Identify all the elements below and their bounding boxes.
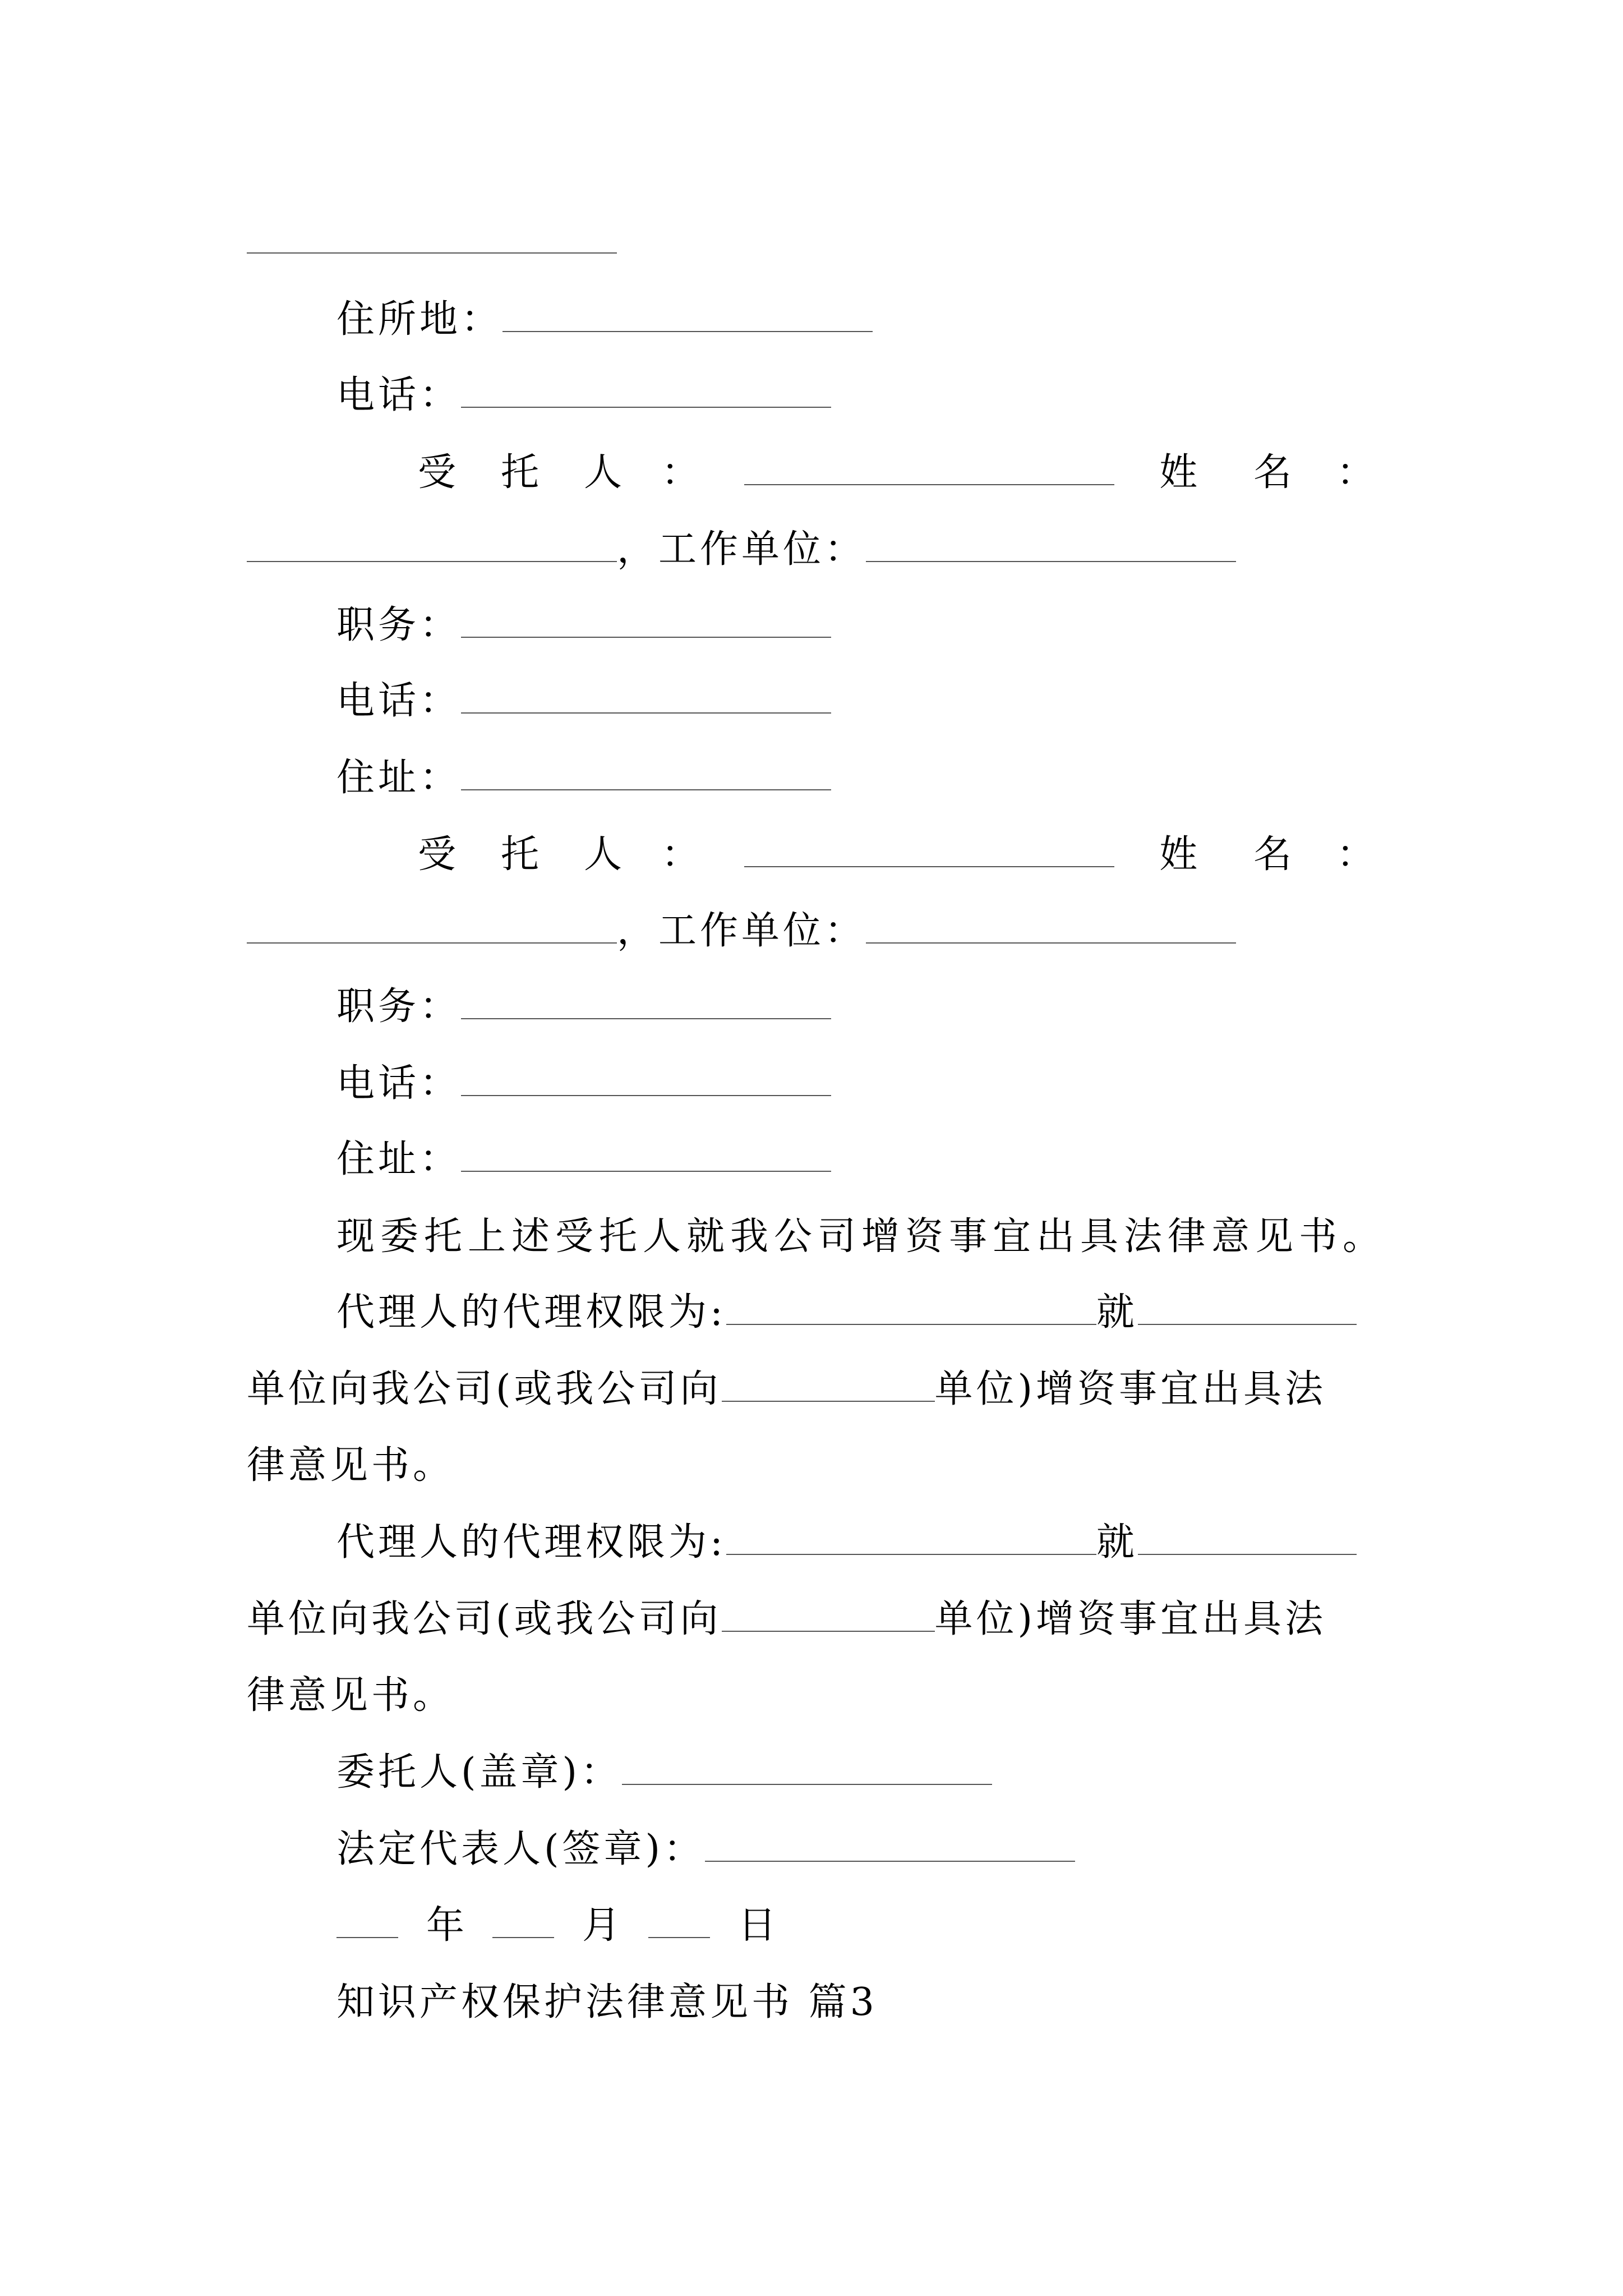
agent1-name-xing: 姓 — [1159, 450, 1198, 495]
agent2-blank — [744, 834, 1114, 867]
agent1-phone-line — [336, 673, 831, 729]
authority2-line1 — [336, 1515, 1357, 1571]
agent1-colon: ： — [661, 450, 700, 495]
agent1-phone-blank — [461, 680, 831, 714]
agent2-name-colon: ： — [1336, 832, 1375, 877]
agent1-header-line — [418, 445, 1375, 501]
agent1-phone-label: 电话： — [336, 679, 462, 723]
legal-rep-blank — [705, 1828, 1075, 1862]
agent1-label-shou: 受 — [418, 450, 457, 495]
authority1-blank-c — [722, 1368, 935, 1402]
agent1-address-line — [336, 750, 831, 806]
principal-label: 委托人(盖章)： — [336, 1750, 623, 1795]
authority2-jiu: 就 — [1096, 1520, 1138, 1565]
authority1-line2-a: 单位向我公司(或我公司向 — [247, 1367, 722, 1411]
agent2-colon: ： — [661, 832, 700, 877]
authority1-line2-b: 单位)增资事宜出具法 — [934, 1367, 1327, 1411]
month-label: 月 — [582, 1903, 621, 1948]
agent1-name-blank — [247, 528, 617, 562]
agent1-blank — [744, 452, 1114, 485]
agent1-position-blank — [461, 604, 831, 638]
agent2-name-xing: 姓 — [1159, 832, 1198, 877]
agent1-label-tuo: 托 — [501, 450, 540, 495]
agent2-label-shou: 受 — [418, 832, 457, 877]
authority2-line3: 律意见书。 — [247, 1673, 455, 1718]
phone-blank — [461, 374, 831, 408]
authority2-prefix: 代理人的代理权限为: — [336, 1520, 726, 1565]
residence-blank — [502, 298, 873, 332]
entrust-statement: 现委托上述受托人就我公司增资事宜出具法律意见书。 — [336, 1214, 1387, 1259]
agent1-name-workunit-line — [247, 522, 1236, 578]
agent1-work-unit-blank — [866, 528, 1236, 562]
agent2-phone-blank — [461, 1062, 831, 1096]
authority1-jiu: 就 — [1096, 1290, 1138, 1335]
legal-rep-line — [336, 1821, 1075, 1878]
day-label: 日 — [738, 1903, 777, 1948]
year-label: 年 — [426, 1903, 465, 1948]
agent2-label-ren: 人 — [584, 832, 623, 877]
agent2-address-line — [336, 1131, 831, 1188]
authority2-blank-a — [726, 1521, 1096, 1555]
principal-line — [336, 1745, 992, 1801]
day-blank — [648, 1904, 710, 1938]
authority1-line3: 律意见书。 — [247, 1443, 455, 1488]
residence-label: 住所地： — [336, 297, 503, 342]
authority1-line1 — [336, 1285, 1357, 1341]
year-blank — [336, 1904, 398, 1938]
agent1-name-ming: 名 — [1253, 450, 1292, 495]
agent2-position-label: 职务： — [336, 984, 462, 1029]
agent2-position-line — [336, 979, 831, 1035]
agent2-work-unit-label: ，工作单位： — [617, 909, 866, 953]
blank-field — [247, 220, 617, 254]
phone-label: 电话： — [336, 373, 462, 417]
agent1-work-unit-label: ，工作单位： — [617, 527, 866, 572]
agent2-name-workunit-line — [247, 903, 1236, 959]
authority1-prefix: 代理人的代理权限为: — [336, 1290, 726, 1335]
agent2-position-blank — [461, 986, 831, 1019]
authority2-line2-a: 单位向我公司(或我公司向 — [247, 1597, 722, 1641]
agent2-name-ming: 名 — [1253, 832, 1292, 877]
legal-rep-label: 法定代表人(签章)： — [336, 1827, 706, 1871]
authority1-blank-a — [726, 1291, 1096, 1325]
date-line — [336, 1898, 776, 1954]
authority2-line2 — [247, 1591, 1326, 1648]
authority1-line2 — [247, 1361, 1326, 1418]
agent2-header-line — [418, 827, 1375, 883]
agent1-position-line — [336, 597, 831, 654]
principal-blank — [622, 1751, 992, 1785]
authority1-blank-b — [1138, 1291, 1357, 1325]
agent1-label-ren: 人 — [584, 450, 623, 495]
agent1-address-blank — [461, 757, 831, 790]
month-blank — [492, 1904, 554, 1938]
residence-line — [336, 292, 873, 348]
agent2-label-tuo: 托 — [501, 832, 540, 877]
agent2-name-blank — [247, 910, 617, 944]
agent1-address-label: 住址： — [336, 756, 462, 800]
agent2-address-label: 住址： — [336, 1137, 462, 1181]
authority2-line2-b: 单位)增资事宜出具法 — [934, 1597, 1327, 1641]
section-heading: 知识产权保护法律意见书 篇3 — [336, 1980, 878, 2024]
phone-line — [336, 367, 831, 424]
agent1-position-label: 职务： — [336, 603, 462, 647]
top-blank-line — [247, 213, 617, 269]
agent2-phone-line — [336, 1056, 831, 1112]
agent2-phone-label: 电话： — [336, 1061, 462, 1106]
agent2-work-unit-blank — [866, 910, 1236, 944]
agent1-name-colon: ： — [1336, 450, 1375, 495]
authority2-blank-b — [1138, 1521, 1357, 1555]
agent2-address-blank — [461, 1138, 831, 1172]
authority2-blank-c — [722, 1598, 935, 1632]
